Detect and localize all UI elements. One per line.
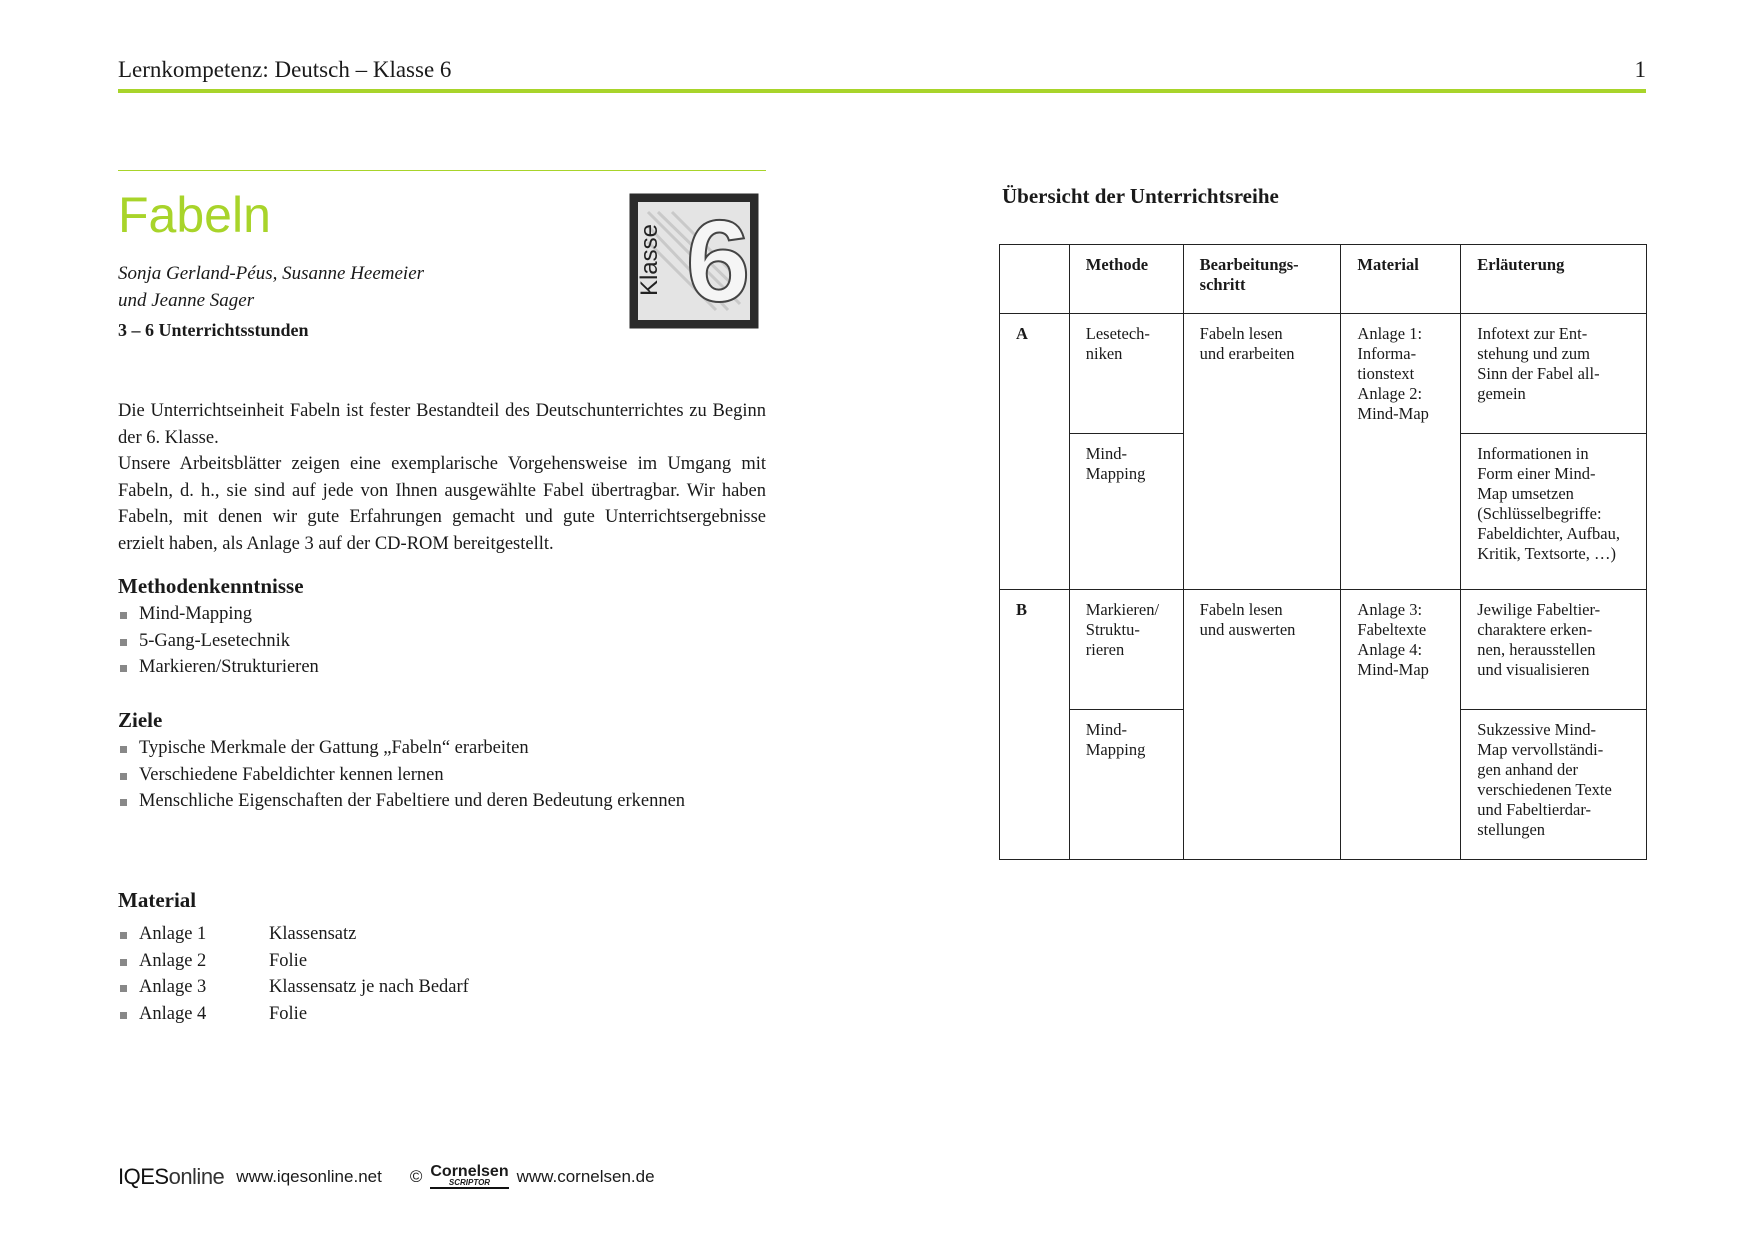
list-item: Markieren/Strukturieren bbox=[118, 654, 766, 681]
header-title: Lernkompetenz: Deutsch – Klasse 6 bbox=[118, 57, 452, 82]
goals-list bbox=[118, 735, 766, 815]
row-label: A bbox=[1000, 314, 1070, 590]
table-row bbox=[1000, 314, 1647, 434]
material-list bbox=[118, 921, 766, 1027]
column-header-step: Bearbeitungs- schritt bbox=[1183, 245, 1341, 314]
list-item: Menschliche Eigenschaften der Fabeltiere und deren Bedeutung erkennen bbox=[118, 788, 766, 815]
overview-title: Übersicht der Unterrichtsreihe bbox=[1002, 184, 1279, 208]
list-item: Typische Merkmale der Gattung „Fabeln“ erarbeiten bbox=[118, 735, 766, 762]
intro-paragraph-2: Unsere Arbeitsblätter zeigen eine exemplarische Vorgehensweise im Umgang mit Fabeln, d. h., sie sind auf jede von Ihnen ausgewählte Fabel übertragbar. Wir haben Fabeln, mit denen wir gute Erfahrungen gemacht und gute Unterrichtsergebnisse erzielt haben, als Anlage 3 auf der CD-ROM bereitgestellt. bbox=[118, 454, 766, 554]
iqes-link[interactable]: www.iqesonline.net bbox=[236, 1167, 382, 1186]
material-use: Folie bbox=[269, 950, 308, 971]
explanation-cell: Informationen in Form einer Mind- Map umsetzen (Schlüsselbegriffe: Fabeldichter, Aufbau, Kritik, Textsorte, …) bbox=[1461, 434, 1647, 590]
material-cell: Anlage 3: Fabeltexte Anlage 4: Mind-Map bbox=[1341, 590, 1461, 860]
column-header-explanation: Erläuterung bbox=[1461, 245, 1647, 314]
material-name: Anlage 3 bbox=[139, 977, 207, 997]
authors bbox=[118, 260, 424, 314]
column-header-label bbox=[1000, 245, 1070, 314]
page-number: 1 bbox=[1634, 57, 1646, 82]
goals-section bbox=[118, 708, 766, 815]
authors-line-2: und Jeanne Sager bbox=[118, 290, 255, 311]
cornelsen-link[interactable]: www.cornelsen.de bbox=[516, 1167, 655, 1186]
list-item: Verschiedene Fabeldichter kennen lernen bbox=[118, 762, 766, 789]
table-row bbox=[1000, 590, 1647, 710]
material-name: Anlage 2 bbox=[139, 950, 207, 971]
list-item: Mind-Mapping bbox=[118, 601, 766, 628]
lesson-hours: 3 – 6 Unterrichtsstunden bbox=[118, 320, 309, 340]
table-header-row bbox=[1000, 245, 1647, 314]
overview-table bbox=[999, 244, 1647, 860]
material-use: Klassensatz je nach Bedarf bbox=[269, 977, 469, 997]
list-item: 5-Gang-Lesetechnik bbox=[118, 628, 766, 655]
goals-heading: Ziele bbox=[118, 708, 163, 732]
explanation-cell: Sukzessive Mind- Map vervollständi- gen anhand der verschiedenen Texte und Fabeltierdar- stellungen bbox=[1461, 710, 1647, 860]
methods-section bbox=[118, 574, 766, 681]
intro-paragraph-1: Die Unterrichtseinheit Fabeln ist fester Bestandteil des Deutschunterrichtes zu Beginn der 6. Klasse. bbox=[118, 401, 766, 448]
step-cell: Fabeln lesen und auswerten bbox=[1183, 590, 1341, 860]
step-cell: Fabeln lesen und erarbeiten bbox=[1183, 314, 1341, 590]
method-cell: Markieren/ Struktu- rieren bbox=[1069, 590, 1183, 710]
intro-text bbox=[118, 398, 766, 557]
method-cell: Lesetech- niken bbox=[1069, 314, 1183, 434]
material-cell: Anlage 1: Informa- tionstext Anlage 2: Mind-Map bbox=[1341, 314, 1461, 590]
copyright-symbol: © bbox=[409, 1167, 423, 1186]
list-item bbox=[118, 948, 766, 975]
methods-list bbox=[118, 601, 766, 681]
header-divider bbox=[118, 89, 1646, 93]
material-use: Klassensatz bbox=[269, 924, 357, 944]
explanation-cell: Jewilige Fabeltier- charaktere erken- nen, herausstellen und visualisieren bbox=[1461, 590, 1647, 710]
material-name: Anlage 4 bbox=[139, 1003, 207, 1024]
badge-label: Klasse bbox=[636, 223, 663, 297]
material-heading: Material bbox=[118, 888, 197, 912]
badge-number: 6 bbox=[685, 196, 751, 326]
material-section bbox=[118, 888, 766, 1027]
methods-heading: Methodenkenntnisse bbox=[118, 574, 304, 598]
material-name: Anlage 1 bbox=[139, 924, 207, 944]
authors-line-1: Sonja Gerland-Péus, Susanne Heemeier bbox=[118, 263, 425, 284]
iqes-logo: IQESonline bbox=[118, 1164, 225, 1189]
unit-title: Fabeln bbox=[118, 187, 271, 243]
footer bbox=[118, 1164, 655, 1190]
list-item bbox=[118, 921, 766, 948]
material-use: Folie bbox=[269, 1003, 308, 1024]
row-label: B bbox=[1000, 590, 1070, 860]
column-header-material: Material bbox=[1341, 245, 1461, 314]
explanation-cell: Infotext zur Ent- stehung und zum Sinn der Fabel all- gemein bbox=[1461, 314, 1647, 434]
list-item bbox=[118, 974, 766, 1001]
column-header-method: Methode bbox=[1069, 245, 1183, 314]
list-item bbox=[118, 1001, 766, 1028]
grade-badge bbox=[628, 192, 760, 330]
title-divider bbox=[118, 170, 766, 171]
cornelsen-logo: Cornelsen SCRIPTOR bbox=[430, 1163, 509, 1187]
method-cell: Mind- Mapping bbox=[1069, 434, 1183, 590]
method-cell: Mind- Mapping bbox=[1069, 710, 1183, 860]
